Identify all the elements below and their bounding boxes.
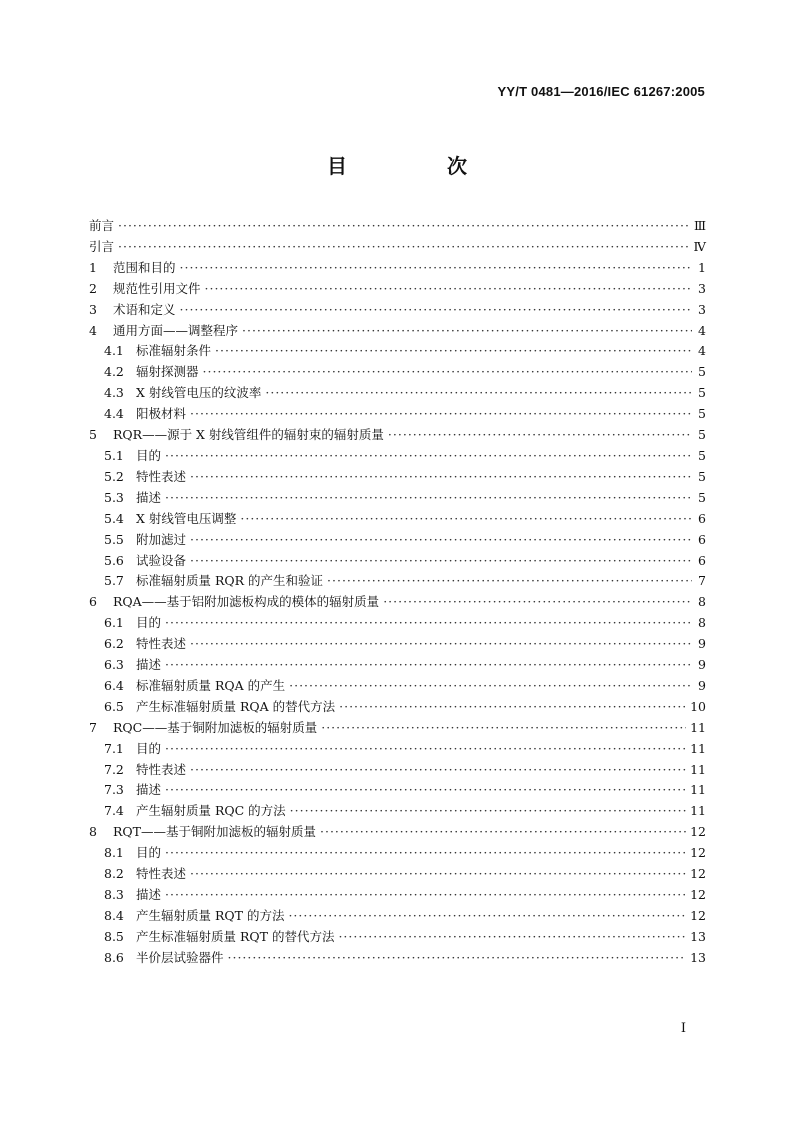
toc-entry-page: 12: [690, 824, 706, 840]
toc-entry[interactable]: [89, 739, 706, 760]
toc-entry-page: 12: [690, 866, 706, 882]
page-number-footer: I: [680, 1021, 686, 1036]
toc-entry[interactable]: [89, 634, 706, 655]
toc-entry[interactable]: [89, 676, 706, 697]
toc-leader-dots: [228, 948, 687, 969]
toc-entry-page: 12: [690, 845, 706, 861]
toc-leader-dots: [165, 885, 686, 906]
toc-entry[interactable]: [89, 509, 706, 530]
toc-entry-number: 6.2: [104, 636, 124, 652]
toc-entry-title: 引言: [89, 238, 115, 254]
toc-entry[interactable]: [89, 801, 706, 822]
toc-entry-page: 6: [698, 552, 706, 568]
toc-entry-number: 8.1: [104, 845, 124, 861]
toc-entry-number: 8.5: [104, 928, 124, 944]
toc-entry-number: 7.1: [104, 740, 124, 756]
toc-entry[interactable]: [89, 425, 706, 446]
toc-entry-number: 3: [89, 301, 97, 317]
toc-entry-number: 5.4: [104, 510, 124, 526]
toc-entry-title: 范围和目的: [113, 259, 176, 275]
toc-leader-dots: [190, 551, 692, 572]
toc-entry-title: 半价层试验器件: [136, 949, 224, 965]
toc-leader-dots: [190, 467, 692, 488]
toc-entry[interactable]: [89, 613, 706, 634]
toc-leader-dots: [203, 362, 692, 383]
toc-leader-dots: [118, 237, 689, 258]
toc-entry-number: 7: [89, 719, 97, 735]
toc-entry[interactable]: [89, 341, 706, 362]
document-code-header: YY/T 0481—2016/IEC 61267:2005: [497, 84, 705, 99]
toc-entry[interactable]: [89, 321, 706, 342]
toc-leader-dots: [320, 822, 686, 843]
toc-entry-number: 6.1: [104, 615, 124, 631]
page-title: 目 次: [327, 154, 507, 178]
toc-entry[interactable]: [89, 885, 706, 906]
toc-leader-dots: [339, 697, 686, 718]
toc-entry-page: 13: [690, 949, 706, 965]
toc-entry[interactable]: [89, 446, 706, 467]
toc-entry[interactable]: [89, 780, 706, 801]
toc-entry-page: 11: [690, 719, 706, 735]
toc-entry-number: 5.6: [104, 552, 124, 568]
toc-entry[interactable]: [89, 906, 706, 927]
toc-leader-dots: [288, 906, 686, 927]
toc-entry-number: 4.1: [104, 343, 124, 359]
toc-entry[interactable]: [89, 404, 706, 425]
toc-entry-page: 11: [690, 803, 706, 819]
toc-entry-title: 标准辐射质量 RQA 的产生: [136, 677, 286, 693]
toc-entry-title: 规范性引用文件: [113, 280, 201, 296]
toc-leader-dots: [205, 279, 692, 300]
table-of-contents: [89, 216, 706, 969]
toc-entry-title: RQA——基于铝附加滤板构成的模体的辐射质量: [113, 594, 380, 610]
toc-entry-number: 5.1: [104, 447, 124, 463]
toc-entry-number: 5.3: [104, 489, 124, 505]
toc-entry[interactable]: [89, 300, 706, 321]
toc-entry-title: RQR——源于 X 射线管组件的辐射束的辐射质量: [113, 427, 384, 443]
toc-entry-page: 11: [690, 740, 706, 756]
toc-entry-number: 2: [89, 280, 97, 296]
toc-entry-page: 9: [698, 677, 706, 693]
toc-entry-page: 5: [698, 385, 706, 401]
toc-entry-title: 产生标准辐射质量 RQT 的替代方法: [136, 928, 335, 944]
toc-entry-page: 5: [698, 364, 706, 380]
toc-entry-page: 5: [698, 406, 706, 422]
toc-leader-dots: [289, 676, 692, 697]
toc-entry-number: 8: [89, 824, 97, 840]
toc-leader-dots: [190, 530, 692, 551]
toc-entry-page: 5: [698, 427, 706, 443]
toc-entry[interactable]: [89, 697, 706, 718]
toc-leader-dots: [265, 383, 692, 404]
toc-leader-dots: [190, 634, 692, 655]
toc-leader-dots: [180, 258, 692, 279]
toc-entry[interactable]: [89, 488, 706, 509]
toc-leader-dots: [240, 509, 692, 530]
toc-leader-dots: [242, 321, 692, 342]
toc-entry-page: Ⅳ: [693, 238, 706, 254]
toc-entry[interactable]: [89, 571, 706, 592]
toc-entry-title: 试验设备: [136, 552, 187, 568]
toc-entry-page: 11: [690, 761, 706, 777]
toc-entry-title: 产生辐射质量 RQC 的方法: [136, 803, 286, 819]
toc-leader-dots: [383, 592, 692, 613]
toc-entry-title: 产生标准辐射质量 RQA 的替代方法: [136, 698, 336, 714]
toc-entry[interactable]: [89, 279, 706, 300]
toc-entry[interactable]: [89, 760, 706, 781]
toc-entry-page: Ⅲ: [693, 218, 706, 233]
toc-entry-number: 4: [89, 322, 97, 338]
toc-entry-number: 8.2: [104, 866, 124, 882]
toc-entry[interactable]: [89, 362, 706, 383]
toc-leader-dots: [118, 216, 690, 237]
toc-entry-page: 9: [698, 657, 706, 673]
toc-entry-title: 前言: [89, 218, 115, 233]
toc-leader-dots: [165, 613, 692, 634]
toc-entry-page: 3: [698, 280, 706, 296]
toc-leader-dots: [165, 655, 692, 676]
toc-entry-page: 10: [690, 698, 706, 714]
toc-entry[interactable]: [89, 592, 706, 613]
toc-entry-page: 9: [698, 636, 706, 652]
toc-entry[interactable]: [89, 822, 706, 843]
toc-entry-number: 4.2: [104, 364, 124, 380]
toc-entry-title: 通用方面——调整程序: [113, 322, 239, 338]
toc-entry-page: 13: [690, 928, 706, 944]
toc-entry[interactable]: [89, 467, 706, 488]
toc-entry-page: 3: [698, 301, 706, 317]
toc-entry-title: 特性表述: [136, 468, 187, 484]
toc-entry-number: 5.5: [104, 531, 124, 547]
toc-entry[interactable]: [89, 383, 706, 404]
toc-entry-page: 4: [698, 343, 706, 359]
toc-entry-title: 产生辐射质量 RQT 的方法: [136, 907, 285, 923]
toc-entry-number: 5: [89, 427, 97, 443]
toc-entry-number: 1: [89, 259, 97, 275]
toc-entry-title: RQC——基于铜附加滤板的辐射质量: [113, 719, 318, 735]
toc-entry-title: 特性表述: [136, 866, 187, 882]
toc-leader-dots: [190, 760, 686, 781]
toc-entry-number: 7.4: [104, 803, 124, 819]
toc-entry-title: 术语和定义: [113, 301, 176, 317]
toc-entry-page: 6: [698, 510, 706, 526]
toc-leader-dots: [215, 341, 692, 362]
toc-entry-title: 描述: [136, 657, 162, 673]
toc-leader-dots: [165, 780, 686, 801]
toc-entry[interactable]: [89, 216, 706, 237]
toc-entry-title: 描述: [136, 782, 162, 798]
toc-entry-title: 描述: [136, 887, 162, 902]
toc-leader-dots: [165, 488, 692, 509]
toc-entry-title: 附加滤过: [136, 531, 187, 547]
toc-entry-number: 7.2: [104, 761, 124, 777]
toc-entry-title: 标准辐射质量 RQR 的产生和验证: [136, 573, 324, 589]
toc-leader-dots: [165, 446, 692, 467]
toc-entry-page: 11: [690, 782, 706, 798]
toc-entry-title: RQT——基于铜附加滤板的辐射质量: [113, 824, 316, 840]
toc-entry-page: 6: [698, 531, 706, 547]
toc-entry-number: 6.4: [104, 677, 124, 693]
toc-entry-title: 目的: [136, 447, 162, 463]
toc-entry-title: 目的: [136, 740, 162, 756]
toc-leader-dots: [190, 404, 692, 425]
toc-entry-page: 5: [698, 468, 706, 484]
toc-entry[interactable]: [89, 843, 706, 864]
toc-entry-number: 6.3: [104, 657, 124, 673]
toc-leader-dots: [290, 801, 686, 822]
toc-entry-title: X 射线管电压的纹波率: [136, 385, 262, 401]
toc-entry[interactable]: [89, 551, 706, 572]
toc-entry[interactable]: [89, 258, 706, 279]
toc-entry-number: 6.5: [104, 698, 124, 714]
toc-entry-title: 阳极材料: [136, 406, 187, 422]
toc-entry[interactable]: [89, 530, 706, 551]
toc-entry-page: 8: [698, 615, 706, 631]
toc-entry-title: 特性表述: [136, 761, 187, 777]
toc-entry-page: 5: [698, 447, 706, 463]
toc-entry-page: 5: [698, 489, 706, 505]
toc-entry-number: 4.4: [104, 406, 124, 422]
toc-entry-page: 12: [690, 887, 706, 902]
toc-leader-dots: [180, 300, 692, 321]
toc-entry-number: 8.4: [104, 907, 124, 923]
toc-entry-number: 5.2: [104, 468, 124, 484]
toc-entry-title: 标准辐射条件: [136, 343, 212, 359]
toc-leader-dots: [338, 927, 686, 948]
toc-entry-number: 6: [89, 594, 97, 610]
toc-entry[interactable]: [89, 718, 706, 739]
toc-entry-title: X 射线管电压调整: [136, 510, 237, 526]
toc-entry-number: 5.7: [104, 573, 124, 589]
toc-entry[interactable]: [89, 655, 706, 676]
toc-leader-dots: [165, 739, 686, 760]
toc-entry-title: 描述: [136, 489, 162, 505]
toc-entry-page: 12: [690, 907, 706, 923]
toc-entry-page: 4: [698, 322, 706, 338]
toc-entry[interactable]: [89, 237, 706, 258]
toc-entry[interactable]: [89, 948, 706, 969]
toc-leader-dots: [388, 425, 692, 446]
toc-entry-page: 8: [698, 594, 706, 610]
toc-entry-number: 8.3: [104, 887, 124, 902]
toc-entry-title: 目的: [136, 845, 162, 861]
toc-entry-title: 辐射探测器: [136, 364, 199, 380]
toc-entry-number: 7.3: [104, 782, 124, 798]
toc-entry[interactable]: [89, 864, 706, 885]
toc-entry-title: 特性表述: [136, 636, 187, 652]
toc-entry-title: 目的: [136, 615, 162, 631]
toc-leader-dots: [327, 571, 692, 592]
toc-entry[interactable]: [89, 927, 706, 948]
toc-entry-number: 4.3: [104, 385, 124, 401]
toc-entry-page: 1: [698, 259, 706, 275]
toc-entry-number: 8.6: [104, 949, 124, 965]
toc-leader-dots: [321, 718, 686, 739]
toc-leader-dots: [165, 843, 686, 864]
toc-entry-page: 7: [698, 573, 706, 589]
toc-leader-dots: [190, 864, 686, 885]
